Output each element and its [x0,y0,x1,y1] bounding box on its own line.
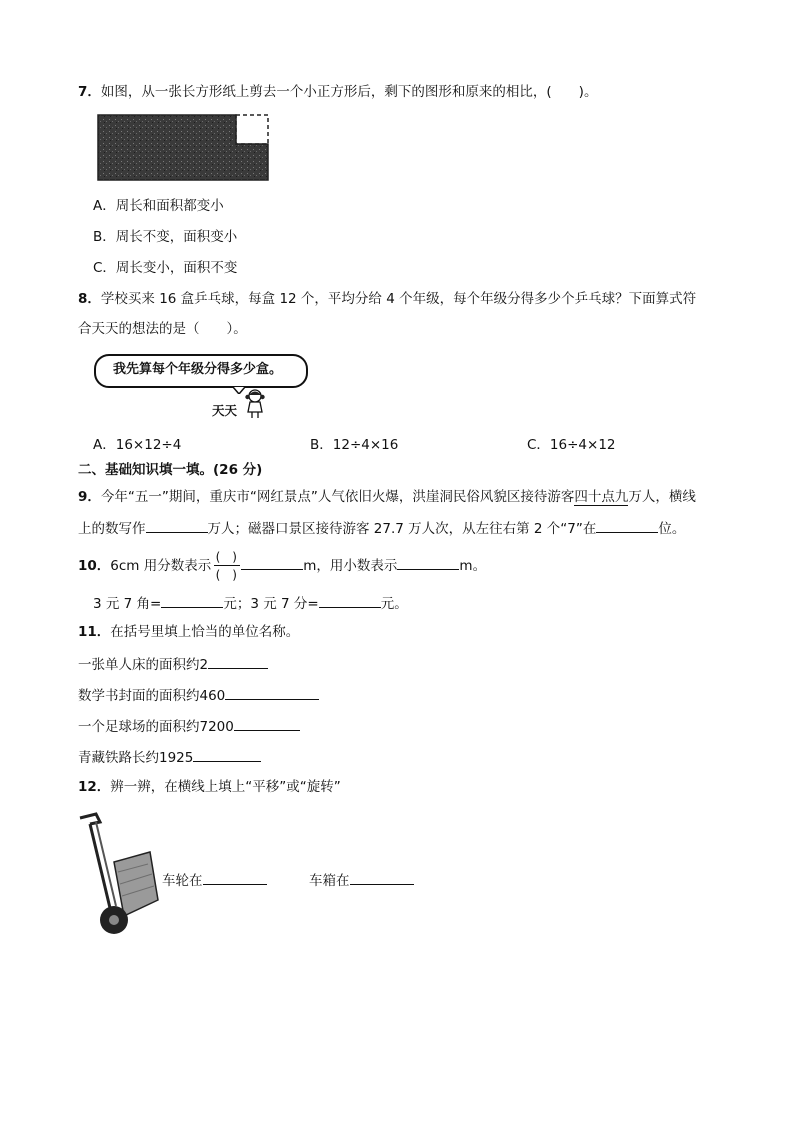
q10-blank-3[interactable] [161,592,223,608]
q11-item-4 [78,746,261,768]
q11-blank-3[interactable] [234,715,300,731]
q10-line1 [78,546,486,586]
q11-item-1 [78,653,268,675]
q10-blank-2[interactable] [397,554,459,570]
q11-blank-4[interactable] [193,746,261,762]
q11-item-3-text: 一个足球场的面积约7200 [78,719,234,735]
q12-box-blank[interactable] [350,869,414,885]
q9-text-b: 万人，横线 [628,489,696,505]
q12-wheel-row [162,869,267,891]
q10-blank-1[interactable] [241,554,303,570]
q12-text: 辨一辨，在横线上填上“平移”或“旋转” [110,779,341,795]
q8-stem-line1 [78,289,696,309]
q9-number: 9． [78,489,101,505]
q8-text-line1: 学校买来 16 盒乒乓球，每盒 12 个，平均分给 4 个年级，每个年级分得多少个乒乓球？下面算式符 [100,291,697,307]
q9-text-c: 上的数写作 [78,521,146,537]
q7-remaining-shape [98,115,268,180]
q10-text-c: m。 [459,558,487,574]
q12-box-label: 车箱在 [309,873,350,889]
q11-item-1-text: 一张单人床的面积约2 [78,657,209,673]
q12-wheel-label: 车轮在 [162,873,203,889]
q9-text-e: 位。 [658,521,686,537]
q9-blank-1[interactable] [146,517,208,533]
q8-speech-text: 我先算每个年级分得多少盒。 [113,362,283,377]
q11-item-2 [78,684,319,706]
q7-option-c: C．周长变小，面积不变 [93,260,238,276]
section-2-title: 二、基础知识填一填。(26 分) [78,462,263,478]
q9-blank-2[interactable] [596,517,658,533]
q10-text-e: 元；3 元 7 分= [223,596,319,612]
q10-text-a: 6cm 用分数表示 [110,558,212,574]
q7-rectangle-figure [96,112,272,184]
q8-number: 8． [78,291,101,307]
q7-number: 7． [78,84,101,100]
q10-text-f: 元。 [380,596,408,612]
hand-truck-icon [76,812,162,942]
q8-option-a: A．16×12÷4 [93,437,182,453]
q11-item-2-text: 数学书封面的面积约460 [78,688,226,704]
q10-line2 [93,592,408,614]
q11-number: 11． [78,624,111,640]
q9-line2 [78,517,685,539]
q10-fraction[interactable] [213,548,239,584]
q7-text: 如图，从一张长方形纸上剪去一个小正方形后，剩下的图形和原来的相比，( )。 [100,84,598,100]
q10-blank-4[interactable] [319,592,381,608]
q10-number: 10． [78,558,111,574]
q10-fraction-denominator: ( ) [215,568,237,582]
q11-blank-2[interactable] [225,684,319,700]
q7-cut-square-outline [236,115,268,144]
q11-text: 在括号里填上恰当的单位名称。 [110,624,300,640]
q10-text-d: 3 元 7 角= [93,596,162,612]
q8-option-c: C．16÷4×12 [527,437,616,453]
q8-stem-line2: 合天天的想法的是（ ）。 [78,321,247,337]
q11-item-3 [78,715,300,737]
q10-text-b: m，用小数表示 [303,558,398,574]
q9-underlined-number: 四十点九 [574,489,629,505]
q7-option-a: A．周长和面积都变小 [93,198,224,214]
q12-number: 12． [78,779,111,795]
q12-box-row [309,869,414,891]
q12-stem [78,777,341,797]
q7-stem [78,82,597,102]
q8-speaker-name: 天天 [212,403,238,418]
fraction-bar [214,565,240,566]
q10-fraction-numerator: ( ) [215,550,237,564]
q9-line1 [78,487,696,507]
q9-text-d: 万人；磁器口景区接待游客 27.7 万人次，从左往右第 2 个“7”在 [207,521,597,537]
q9-text-a: 今年“五一”期间，重庆市“网红景点”人气依旧火爆，洪崖洞民俗风貌区接待游客 [100,489,575,505]
q11-blank-1[interactable] [208,653,268,669]
q11-stem [78,622,299,642]
q8-option-b: B．12÷4×16 [310,437,399,453]
q11-item-4-text: 青藏铁路长约1925 [78,750,194,766]
q12-wheel-blank[interactable] [203,869,267,885]
girl-icon [244,388,266,420]
q7-option-b: B．周长不变，面积变小 [93,229,238,245]
